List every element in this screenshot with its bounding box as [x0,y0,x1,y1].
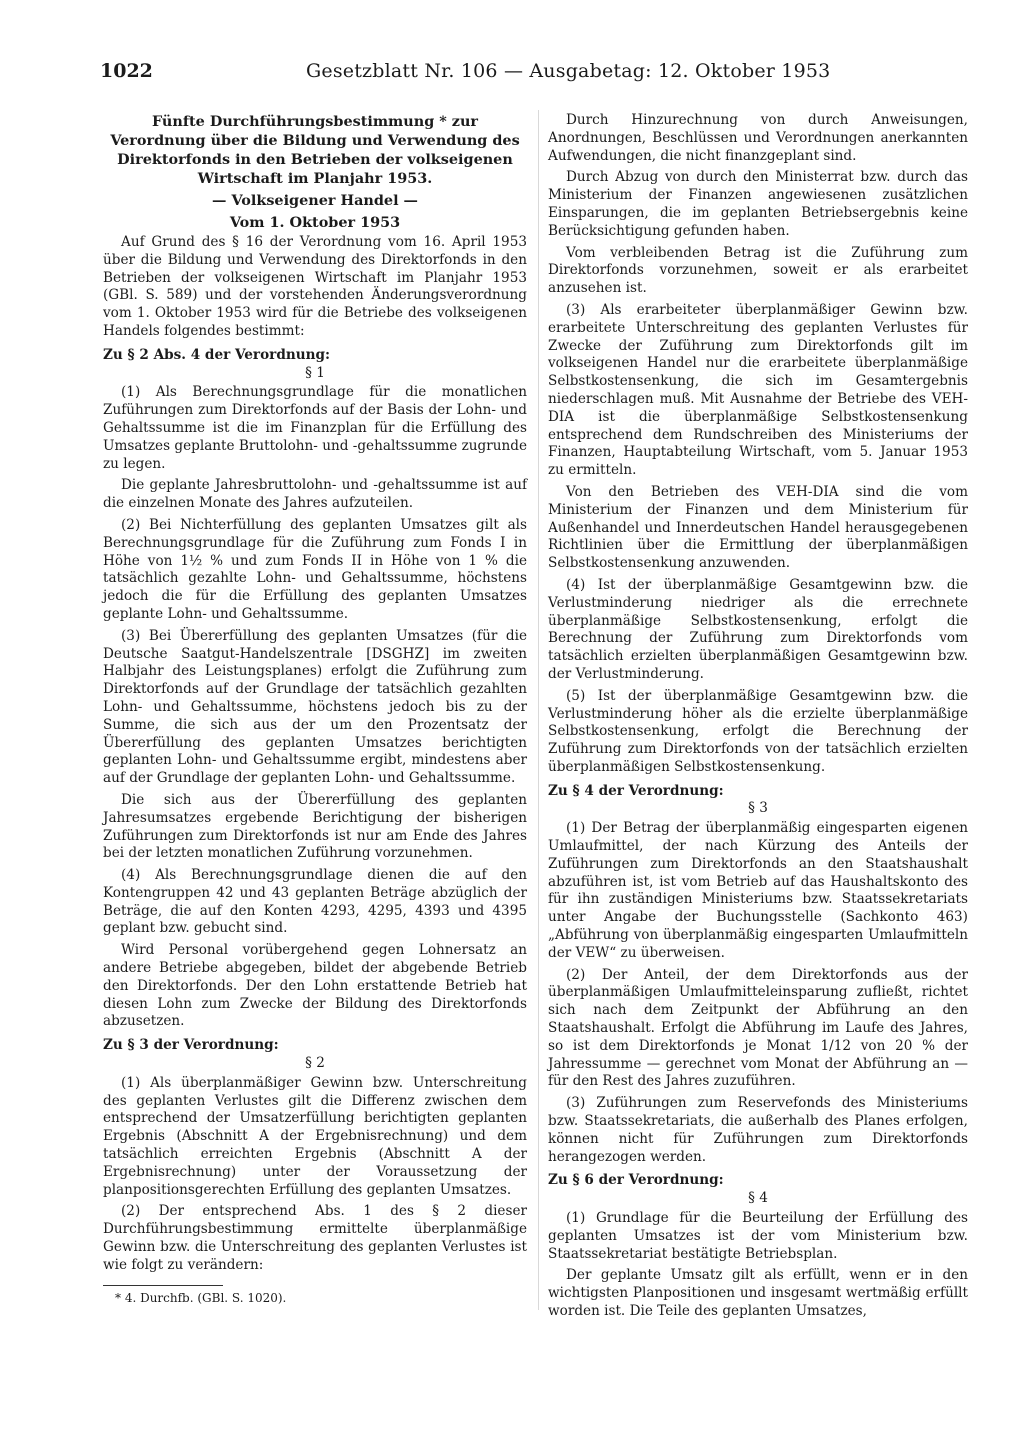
body-paragraph: Durch Abzug von durch den Ministerrat bzw. durch das Ministerium der Finanzen angewiesenen zusätzlichen Einsparungen, die im geplanten Betriebsergebnis keine Berücksichtigung gefunden haben. [548,169,968,239]
document-subtitle: — Volkseigener Handel — [212,192,418,209]
body-paragraph: Die geplante Jahresbruttolohn- und -gehaltssumme ist auf die einzelnen Monate des Jahres aufzuteilen. [103,477,527,512]
body-paragraph: (2) Der Anteil, der dem Direktorfonds aus der überplanmäßigen Umlaufmitteleinsparung zufließt, richtet sich nach dem Zeitpunkt der Abführung an den Staatshaushalt. Erfolgt die Abführung im Laufe des Jahres, so ist dem Direktorfonds je Monat 1/12 von 20 % der Jahressumme — gerechnet vom Monat der Abführung an — für den Rest des Jahres zuzuführen. [548,966,968,1090]
document-title: Fünfte Durchführungsbestimmung * zur Verordnung über die Bildung und Verwendung des Direktorfonds in den Betrieben der volkseigenen Wirtschaft im Planjahr 1953. [110,113,520,187]
paragraph-mark: § 4 [748,1190,768,1207]
body-paragraph: Der geplante Umsatz gilt als erfüllt, wenn er in den wichtigsten Planpositionen und insgesamt wertmäßig erfüllt worden ist. Die Teile des geplanten Umsatzes, [548,1267,968,1319]
section-heading: Zu § 6 der Verordnung: [548,1172,724,1189]
body-paragraph: Vom verbleibenden Betrag ist die Zuführung zum Direktorfonds vorzunehmen, soweit er als erarbeitet anzusehen ist. [548,244,968,297]
intro-paragraph: Auf Grund des § 16 der Verordnung vom 16. April 1953 über die Bildung und Verwendung des Direktorfonds in den Betrieben der volkseigenen Wirtschaft im Planjahr 1953 (GBl. S. 589) und der vorstehenden Änderungsverordnung vom 1. Oktober 1953 wird für die Betriebe des volkseigenen Handels folgendes bestimmt: [103,234,527,339]
body-paragraph: (2) Bei Nichterfüllung des geplanten Umsatzes gilt als Berechnungsgrundlage für die Zuführung zum Fonds I in Höhe von 1½ % und zum Fonds II in Höhe von 1 % die tatsächlich gezahlte Lohn- und Gehaltssumme, höchstens jedoch die für die Erfüllung des geplanten Umsatzes geplante Lohn- und Gehaltssumme. [103,516,527,622]
body-paragraph: (2) Der entsprechend Abs. 1 des § 2 dieser Durchführungsbestimmung ermittelte überplanmäßige Gewinn bzw. die Unterschreitung des geplanten Verlustes ist wie folgt zu verändern: [103,1203,527,1273]
body-paragraph: Von den Betrieben des VEH-DIA sind die vom Ministerium der Finanzen und dem Ministerium für Außenhandel und Innerdeutschen Handel herausgegebenen Richtlinien über die Ermittlung der überplanmäßigen Selbstkostensenkung anzuwenden. [548,483,968,572]
body-paragraph: (3) Als erarbeiteter überplanmäßiger Gewinn bzw. erarbeitete Unterschreitung des geplanten Verlustes für Zwecke der Zuführung zum Direktorfonds gilt im volkseigenen Handel nur die erarbeitete überplanmäßige Selbstkostensenkung, die sich im Gesamtergebnis niederschlagen muß. Mit Ausnahme der Betriebe des VEH-DIA ist die überplanmäßige Selbstkostensenkung entsprechend dem Rundschreiben des Ministeriums der Finanzen, Hauptabteilung Wirtschaft, vom 5. Januar 1953 zu ermitteln. [548,301,968,479]
body-paragraph: (1) Der Betrag der überplanmäßig eingesparten eigenen Umlaufmittel, der nach Kürzung des Anteils der Zuführungen zum Direktorfonds an den Staatshaushalt abzuführen ist, ist vom Betrieb auf das Haushaltskonto des für ihn zuständigen Ministeriums bzw. Staatssekretariats unter Angabe der Buchungsstelle (Sachkonto 463) „Abführung von überplanmäßig eingesparten Umlaufmitteln der VEW“ zu überweisen. [548,820,968,961]
running-head: Gesetzblatt Nr. 106 — Ausgabetag: 12. Oktober 1953 [306,60,831,82]
footnote-rule [103,1285,223,1286]
column-divider [538,110,539,1310]
right-column [548,112,968,1325]
page-number: 1022 [100,60,153,82]
body-paragraph: (5) Ist der überplanmäßige Gesamtgewinn bzw. die Verlustminderung höher als die erzielte überplanmäßige Selbstkostensenkung, erfolgt die Berechnung der Zuführung zum Direktorfonds von der tatsächlich erzielten überplanmäßigen Selbstkostensenkung. [548,687,968,775]
body-paragraph: (4) Ist der überplanmäßige Gesamtgewinn bzw. die Verlustminderung niedriger als die errechnete überplanmäßige Selbstkostensenkung, erfolgt die Berechnung der Zuführung zum Direktorfonds vom tatsächlich erzielten überplanmäßigen Gesamtgewinn bzw. der Verlustminderung. [548,576,968,682]
paragraph-mark: § 1 [305,364,325,381]
footnote: * 4. Durchfb. (GBl. S. 1020). [115,1290,287,1305]
page-header [100,60,960,100]
left-column [103,112,527,1307]
body-paragraph: Durch Hinzurechnung von durch Anweisungen, Anordnungen, Beschlüssen und Verordnungen anerkannten Aufwendungen, die nicht finanzgeplant sind. [548,112,968,164]
body-paragraph: Wird Personal vorübergehend gegen Lohnersatz an andere Betriebe abgegeben, bildet der abgebende Betrieb den Direktorfonds. Der den Lohn erstattende Betrieb hat diesen Lohn zum Zwecke der Bildung des Direktorfonds abzusetzen. [103,942,527,1030]
body-paragraph: (1) Als Berechnungsgrundlage für die monatlichen Zuführungen zum Direktorfonds auf der Basis der Lohn- und Gehaltssumme ist die im Finanzplan für die Erfüllung des Umsatzes geplante Bruttolohn- und -gehaltssumme zugrunde zu legen. [103,384,527,472]
body-paragraph: (4) Als Berechnungsgrundlage dienen die auf den Kontengruppen 42 und 43 geplanten Beträge abzüglich der Beträge, die auf den Konten 4293, 4295, 4393 und 4395 geplant bzw. gebucht sind. [103,867,527,937]
body-paragraph: Die sich aus der Übererfüllung des geplanten Jahresumsatzes ergebende Berichtigung der bisherigen Zuführungen zum Direktorfonds ist nur am Ende des Jahres bei der letzten monatlichen Zuführung vorzunehmen. [103,791,527,862]
paragraph-mark: § 3 [748,800,768,817]
document-date: Vom 1. Oktober 1953 [229,214,401,231]
body-paragraph: (1) Als überplanmäßiger Gewinn bzw. Unterschreitung des geplanten Verlustes gilt die Differenz zwischen dem entsprechend der Umsatzerfüllung berichtigten geplanten Ergebnis (Abschnitt A der Ergebnisrechnung) und dem tatsächlich erreichten Ergebnis (Abschnitt A der Ergebnisrechnung) unter der Voraussetzung der planpositionsgerechten Erfüllung des geplanten Umsatzes. [103,1074,527,1198]
section-heading: Zu § 3 der Verordnung: [103,1037,279,1054]
body-paragraph: (3) Zuführungen zum Reservefonds des Ministeriums bzw. Staatssekretariats, die außerhalb des Planes erfolgen, können nicht für Zuführungen zum Direktorfonds herangezogen werden. [548,1095,968,1165]
section-heading: Zu § 4 der Verordnung: [548,782,724,799]
section-heading: Zu § 2 Abs. 4 der Verordnung: [103,346,330,363]
body-paragraph: (1) Grundlage für die Beurteilung der Erfüllung des geplanten Umsatzes ist der vom Ministerium bzw. Staatssekretariat bestätigte Betriebsplan. [548,1210,968,1262]
body-paragraph: (3) Bei Übererfüllung des geplanten Umsatzes (für die Deutsche Saatgut-Handelszentrale [DSGHZ] im zweiten Halbjahr des Leistungsplanes) erfolgt die Zuführung zum Direktorfonds auf der Grundlage der tatsächlich gezahlten Lohn- und Gehaltssumme, höchstens jedoch bis zu der Summe, die sich aus der um den Prozentsatz der Übererfüllung des geplanten Umsatzes berichtigten geplanten Lohn- und Gehaltssumme ergibt, mindestens aber auf der Grundlage der geplanten Lohn- und Gehaltssumme. [103,627,527,787]
paragraph-mark: § 2 [305,1055,325,1072]
